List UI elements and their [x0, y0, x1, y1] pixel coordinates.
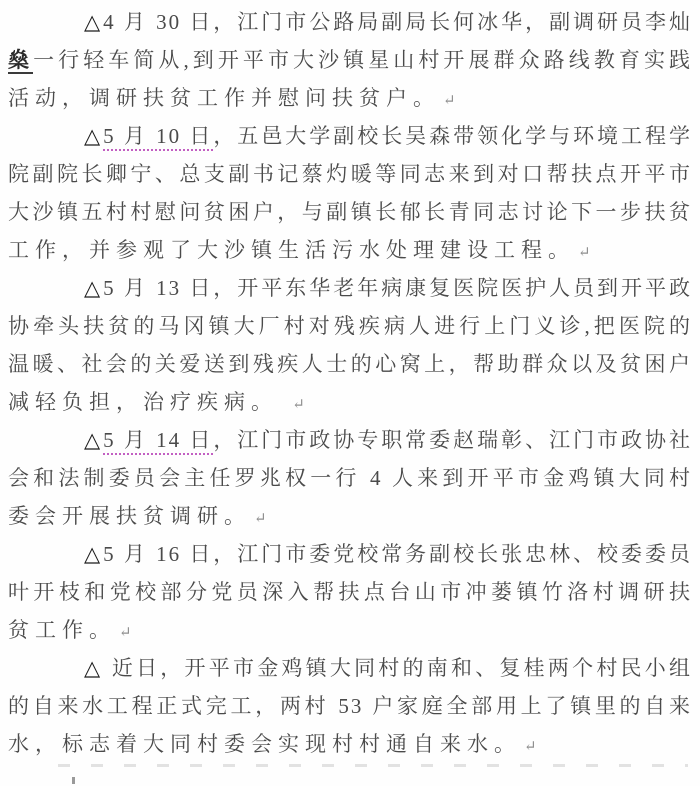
- paragraph-return-mark-icon: ↵: [254, 511, 267, 527]
- text-line: [8, 421, 692, 459]
- paragraph-return-mark-icon: ↵: [292, 397, 305, 413]
- text-line: [8, 535, 692, 573]
- document-body: [8, 3, 692, 763]
- text-segment: 4 月 30 日，江门市公路局副局长何冰华，副调研员李灿: [103, 10, 692, 34]
- text-segment: 温暖、社会的关爱送到残疾人士的心窝上，帮助群众以及贫困户: [8, 352, 692, 376]
- text-line: [8, 459, 692, 497]
- triangle-bullet: △: [84, 542, 104, 566]
- text-line: [8, 231, 692, 269]
- triangle-bullet: △: [84, 656, 104, 680]
- text-segment: 水，标志着大同村委会实现村村通自来水。: [8, 732, 521, 756]
- scan-artifact-mark: [72, 777, 75, 784]
- text-segment: 贫工作。: [8, 618, 116, 642]
- text-line: [8, 497, 692, 535]
- text-segment: 工作，并参观了大沙镇生活污水处理建设工程。: [8, 238, 575, 262]
- text-segment: 大沙镇五村村慰问贫困户，与副镇长郁长青同志讨论下一步扶贫: [8, 200, 692, 224]
- text-segment: 会和法制委员会主任罗兆权一行 4 人来到开平市金鸡镇大同村: [8, 466, 692, 490]
- text-line: [8, 117, 692, 155]
- text-line: [8, 269, 692, 307]
- text-line: [8, 687, 692, 725]
- triangle-bullet: △: [84, 10, 104, 34]
- triangle-bullet: △: [84, 428, 104, 452]
- text-line: [8, 649, 692, 687]
- text-segment: 委会开展扶贫调研。: [8, 504, 251, 528]
- triangle-bullet: △: [84, 276, 104, 300]
- rare-character: 燊: [8, 48, 34, 72]
- text-line: [8, 41, 692, 79]
- text-line: [8, 345, 692, 383]
- paragraph-return-mark-icon: ↵: [524, 739, 537, 755]
- text-segment: 一行轻车简从,到开平市大沙镇星山村开展群众路线教育实践: [33, 48, 693, 72]
- paragraph-return-mark-icon: ↵: [578, 245, 591, 261]
- text-segment: 5 月 13 日，开平东华老年病康复医院医护人员到开平政: [103, 276, 692, 300]
- text-line: [8, 3, 692, 41]
- text-line: [8, 611, 692, 649]
- date-underlined-text: 5 月 10 日: [103, 124, 213, 151]
- date-underlined-text: 5 月 14 日: [103, 428, 213, 455]
- text-segment: 院副院长卿宁、总支副书记蔡灼暖等同志来到对口帮扶点开平市: [8, 162, 692, 186]
- text-segment: 叶开枝和党校部分党员深入帮扶点台山市冲蒌镇竹洛村调研扶: [8, 580, 692, 604]
- text-segment: 减轻负担，治疗疾病。: [8, 390, 290, 414]
- text-segment: 近日，开平市金鸡镇大同村的南和、复桂两个村民小组: [103, 656, 692, 680]
- text-segment: ，江门市政协专职常委赵瑞彰、江门市政协社: [213, 428, 693, 452]
- text-segment: 活动，调研扶贫工作并慰问扶贫户。: [8, 86, 440, 110]
- text-segment: 的自来水工程正式完工，两村 53 户家庭全部用上了镇里的自来: [8, 694, 692, 718]
- text-line: [8, 573, 692, 611]
- scan-artifact-dashes: [58, 764, 688, 767]
- paragraph-return-mark-icon: ↵: [119, 625, 132, 641]
- triangle-bullet: △: [84, 124, 104, 148]
- text-line: [8, 193, 692, 231]
- text-segment: ，五邑大学副校长吴森带领化学与环境工程学: [213, 124, 693, 148]
- paragraph-return-mark-icon: ↵: [443, 93, 456, 109]
- text-line: [8, 383, 692, 421]
- text-segment: 5 月 16 日，江门市委党校常务副校长张忠林、校委委员: [103, 542, 692, 566]
- text-line: [8, 79, 692, 117]
- text-line: [8, 307, 692, 345]
- text-line: [8, 725, 692, 763]
- text-line: [8, 155, 692, 193]
- text-segment: 协牵头扶贫的马冈镇大厂村对残疾病人进行上门义诊,把医院的: [8, 314, 692, 338]
